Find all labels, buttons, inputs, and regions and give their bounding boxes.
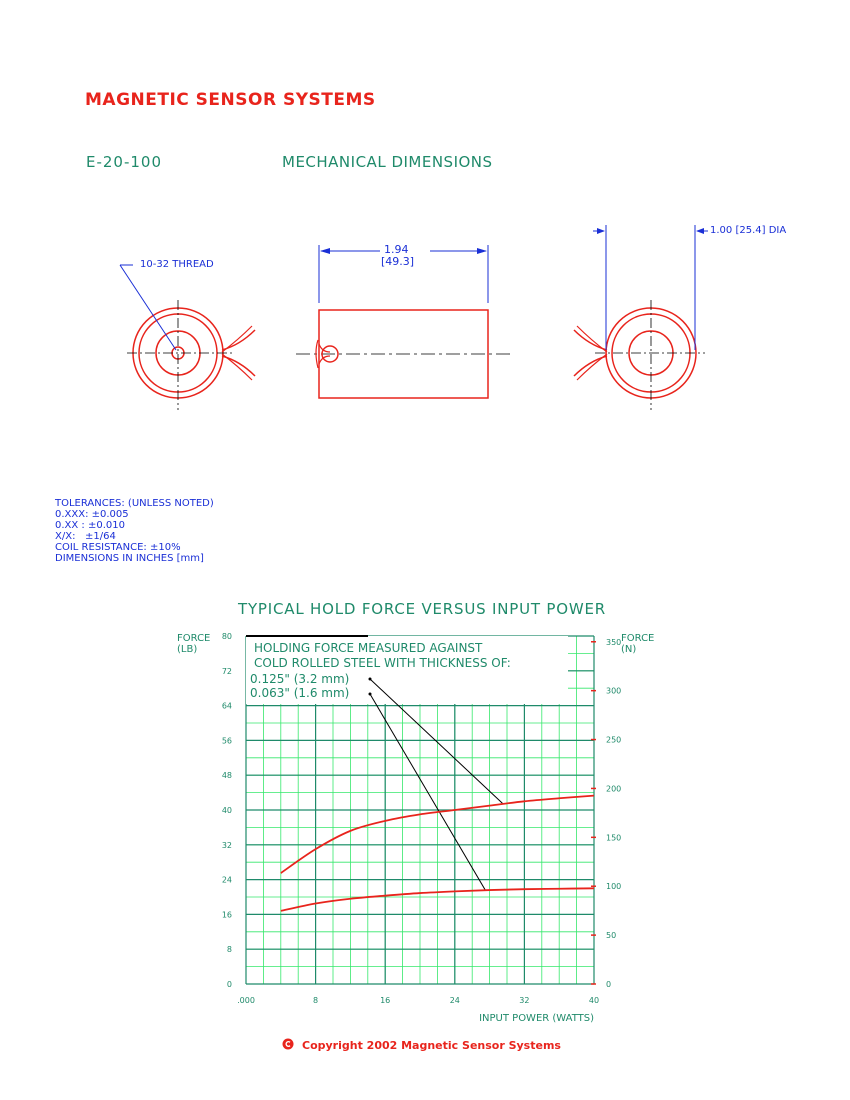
part-number: E-20-100 — [86, 153, 163, 171]
y-right-axis-label: FORCE — [621, 633, 655, 644]
legend-text: HOLDING FORCE MEASURED AGAINST — [254, 641, 483, 655]
drawing-title: MECHANICAL DIMENSIONS — [282, 153, 493, 171]
tolerance-line: TOLERANCES: (UNLESS NOTED) — [55, 498, 214, 509]
y-left-tick-label: 24 — [221, 875, 232, 885]
x-tick-label: 8 — [313, 996, 319, 1005]
length-inches: 1.94 — [384, 243, 409, 256]
copyright-icon — [282, 1038, 294, 1050]
y-right-tick-label: 150 — [606, 833, 622, 843]
y-left-tick-label: 72 — [221, 666, 232, 676]
leader-dot — [369, 693, 372, 696]
copyright-notice — [282, 1038, 561, 1052]
y-left-tick-label: 32 — [221, 840, 232, 850]
chart-title: TYPICAL HOLD FORCE VERSUS INPUT POWER — [238, 600, 606, 618]
length-mm: [49.3] — [381, 255, 415, 268]
y-left-axis-label: FORCE — [177, 633, 211, 644]
leader-line-063 — [370, 694, 485, 890]
diameter-label: 1.00 [25.4] DIA — [710, 225, 787, 236]
y-right-tick-label: 250 — [606, 735, 622, 745]
tolerance-line: COIL RESISTANCE: ±10% — [55, 542, 181, 553]
y-left-tick-label: 56 — [221, 736, 232, 746]
y-right-tick-label: 50 — [606, 931, 617, 941]
y-right-tick-label: 200 — [606, 784, 622, 794]
tolerance-line: DIMENSIONS IN INCHES [mm] — [55, 553, 204, 564]
x-tick-label: 24 — [449, 996, 460, 1005]
x-tick-label: .000 — [237, 996, 255, 1005]
y-left-tick-label: 64 — [221, 701, 232, 711]
tolerance-line: 0.XXX: ±0.005 — [55, 509, 129, 520]
y-left-axis-unit: (LB) — [177, 644, 198, 655]
legend-text: 0.063" (1.6 mm) — [250, 686, 350, 700]
y-right-axis-unit: (N) — [621, 644, 637, 655]
y-left-tick-label: 40 — [221, 806, 232, 815]
copyright-text: Copyright 2002 Magnetic Sensor Systems — [302, 1039, 561, 1052]
y-left-tick-label: 48 — [221, 771, 232, 781]
chart-leader-lines — [369, 678, 503, 891]
legend-text: COLD ROLLED STEEL WITH THICKNESS OF: — [254, 656, 511, 670]
y-right-tick-label: 100 — [606, 882, 622, 892]
x-tick-label: 16 — [380, 996, 391, 1005]
y-right-tick-label: 0 — [606, 980, 612, 989]
x-axis-label: INPUT POWER (WATTS) — [479, 1013, 594, 1024]
leader-dot — [369, 678, 372, 681]
y-left-tick-label: 16 — [221, 910, 232, 920]
company-name: MAGNETIC SENSOR SYSTEMS — [85, 90, 376, 110]
tolerance-line: X/X: ±1/64 — [55, 531, 116, 542]
legend-text: 0.125" (3.2 mm) — [250, 672, 350, 686]
y-left-tick-label: 8 — [226, 945, 232, 955]
x-tick-label: 40 — [588, 996, 600, 1005]
tolerance-line: 0.XX : ±0.010 — [55, 520, 125, 531]
y-right-tick-label: 350 — [606, 637, 622, 647]
thread-label: 10-32 THREAD — [140, 259, 214, 270]
x-tick-label: 32 — [519, 996, 530, 1005]
y-left-tick-label: 80 — [221, 632, 232, 641]
y-right-tick-label: 300 — [606, 686, 622, 696]
y-left-tick-label: 0 — [226, 980, 232, 989]
